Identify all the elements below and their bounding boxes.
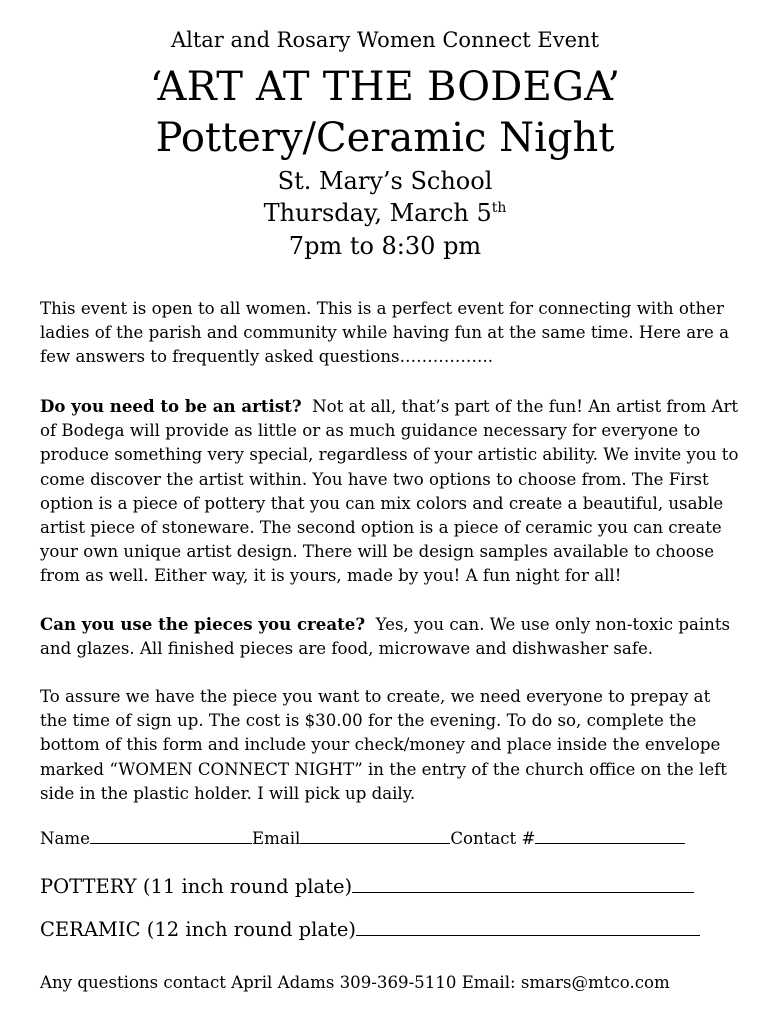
event-date-suffix: th: [491, 200, 507, 216]
event-date-main: Thursday, March 5: [263, 199, 492, 227]
faq-use: [40, 612, 740, 661]
name-label: Name: [40, 829, 90, 848]
email-label: Email: [251, 829, 301, 848]
pottery-blank[interactable]: [352, 873, 694, 893]
payment-paragraph: To assure we have the piece you want to create, we need everyone to prepay at the time of sign up. The cost is $30.00 for the evening. To do so, complete the bottom of this form and include your check/money and place inside the envelope marked “WOMEN CONNECT NIGHT” in the entry of the church office on the left side in the plastic holder. I will pick up daily.: [40, 687, 727, 803]
faq-use-answer: Yes, you can. We use only non-toxic paints and glazes. All finished pieces are food, microwave and dishwasher safe.: [40, 615, 731, 659]
faq-use-question: Can you use the pieces you create?: [40, 614, 366, 634]
event-location: St. Mary’s School: [277, 167, 493, 195]
signup-line: [40, 827, 685, 851]
email-blank[interactable]: [300, 827, 450, 844]
contact-label: Contact #: [450, 829, 536, 848]
ceramic-option-line: [40, 916, 700, 944]
contact-footer: Any questions contact April Adams 309-369-5110 Email: smars@mtco.com: [40, 973, 670, 992]
name-blank[interactable]: [90, 827, 252, 844]
event-title-line-1: ‘ART AT THE BODEGA’: [149, 64, 621, 110]
intro-paragraph: This event is open to all women. This is a perfect event for connecting with other ladies of the parish and community while having fun at the same time. Here are a few answers to frequently asked questions……………..: [40, 299, 730, 367]
faq-artist-question: Do you need to be an artist?: [40, 396, 302, 416]
faq-artist-answer: Not at all, that’s part of the fun! An artist from Art of Bodega will provide as little or as much guidance necessary for everyone to produce something very special, regardless of your artistic ability. We invite you to come discover the artist within. You have two options to choose from. The First option is a piece of pottery that you can mix colors and create a beautiful, usable artist piece of stoneware. The second option is a piece of ceramic you can create your own unique artist design. There will be design samples available to choose from as well. Either way, it is yours, made by you! A fun night for all!: [40, 397, 739, 586]
ceramic-blank[interactable]: [356, 916, 700, 936]
event-title-line-2: Pottery/Ceramic Night: [155, 115, 615, 161]
event-date: [0, 198, 770, 229]
faq-artist: [40, 394, 740, 589]
pottery-label: POTTERY (11 inch round plate): [40, 875, 353, 898]
event-subtitle: Altar and Rosary Women Connect Event: [170, 28, 600, 52]
event-time: 7pm to 8:30 pm: [288, 232, 482, 260]
contact-blank[interactable]: [535, 827, 685, 844]
ceramic-label: CERAMIC (12 inch round plate): [40, 918, 356, 941]
pottery-option-line: [40, 873, 694, 901]
